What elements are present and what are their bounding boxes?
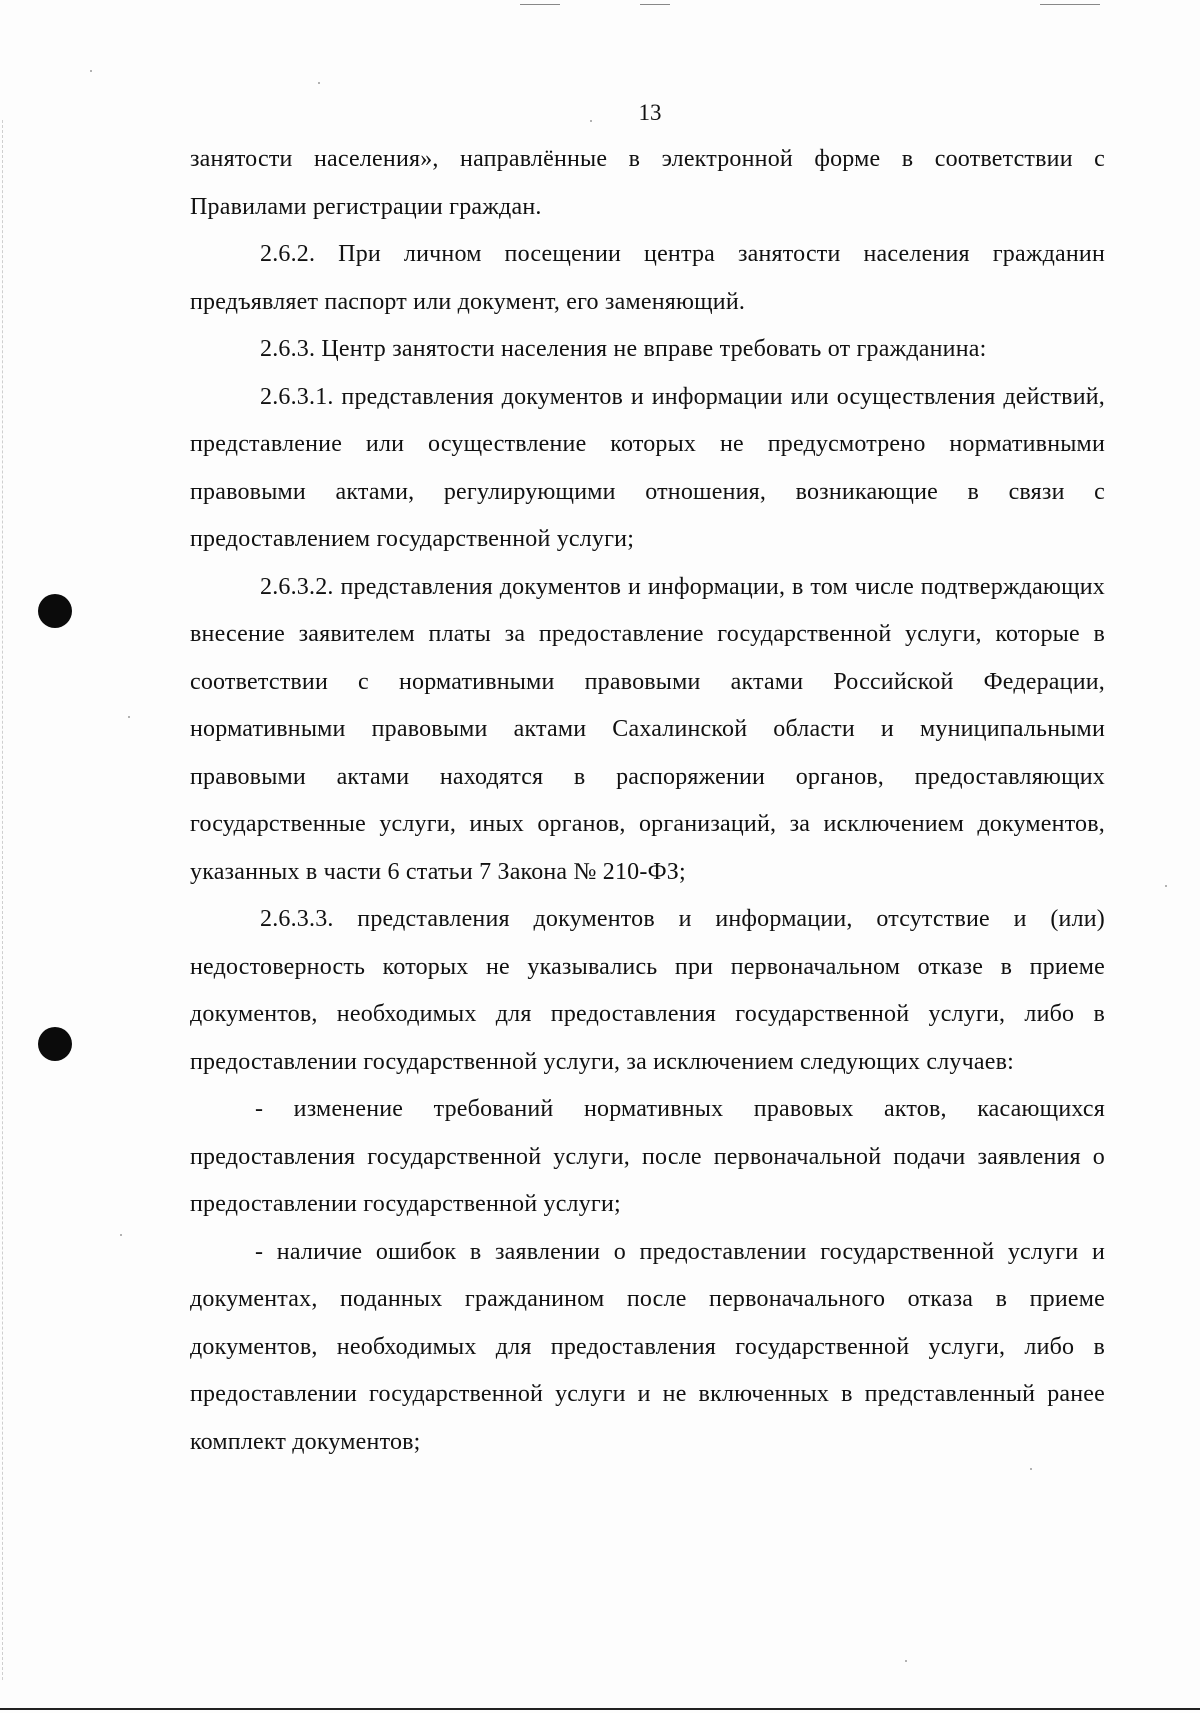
scan-speck-top bbox=[520, 4, 560, 5]
scan-speck bbox=[1165, 885, 1167, 887]
paragraph-2-6-3-1: 2.6.3.1. представления документов и информации или осуществления действий, представление или осуществление которых не предусмотрено нормативными правовыми актами, регулирующими отношения, возникающие в связи с предоставлением государственной услуги; bbox=[190, 383, 1105, 552]
page-number: 13 bbox=[638, 100, 662, 125]
list-item-dash: - наличие ошибок в заявлении о предоставлении государственной услуги и документах, поданных гражданином после первоначального отказа в приеме документов, необходимых для предоставления государственной услуги, либо в предоставлении государственной услуги и не включенных в представленный ранее комплект документов; bbox=[190, 1238, 1105, 1455]
scan-speck bbox=[120, 1234, 122, 1236]
scan-speck bbox=[905, 1660, 907, 1662]
scan-left-edge bbox=[2, 120, 3, 1680]
paragraph-2-6-3-3: 2.6.3.3. представления документов и информации, отсутствие и (или) недостоверность которых не указывались при первоначальном отказе в приеме документов, необходимых для предоставления государственной услуги, либо в предоставлении государственной услуги, за исключением следующих случаев: bbox=[190, 906, 1105, 1075]
scan-speck bbox=[90, 70, 92, 72]
list-item-dash: - изменение требований нормативных правовых актов, касающихся предоставления государственной услуги, после первоначальной подачи заявления о предоставлении государственной услуги; bbox=[190, 1096, 1105, 1217]
scan-speck bbox=[318, 82, 320, 84]
scan-speck-top bbox=[640, 4, 670, 5]
paragraph-2-6-2: 2.6.2. При личном посещении центра занятости населения гражданин предъявляет паспорт или документ, его заменяющий. bbox=[190, 241, 1105, 315]
paragraph-continuation: занятости населения», направлённые в электронной форме в соответствии с Правилами регистрации граждан. bbox=[190, 146, 1105, 220]
body-text bbox=[190, 136, 1105, 1466]
paragraph-2-6-3: 2.6.3. Центр занятости населения не вправе требовать от гражданина: bbox=[260, 336, 987, 362]
punch-hole bbox=[38, 594, 72, 628]
paragraph-2-6-3-2: 2.6.3.2. представления документов и информации, в том числе подтверждающих внесение заявителем платы за предоставление государственной услуги, которые в соответствии с нормативными правовыми актами Российской Федерации, нормативными правовыми актами Сахалинской области и муниципальными правовыми актами находятся в распоряжении органов, предоставляющих государственные услуги, иных органов, организаций, за исключением документов, указанных в части 6 статьи 7 Закона № 210-ФЗ; bbox=[190, 573, 1105, 885]
scan-bottom-edge bbox=[0, 1708, 1200, 1710]
scan-speck bbox=[128, 716, 130, 718]
scan-speck-top bbox=[1040, 4, 1100, 5]
scan-speck bbox=[1030, 1468, 1032, 1470]
punch-hole bbox=[38, 1027, 72, 1061]
